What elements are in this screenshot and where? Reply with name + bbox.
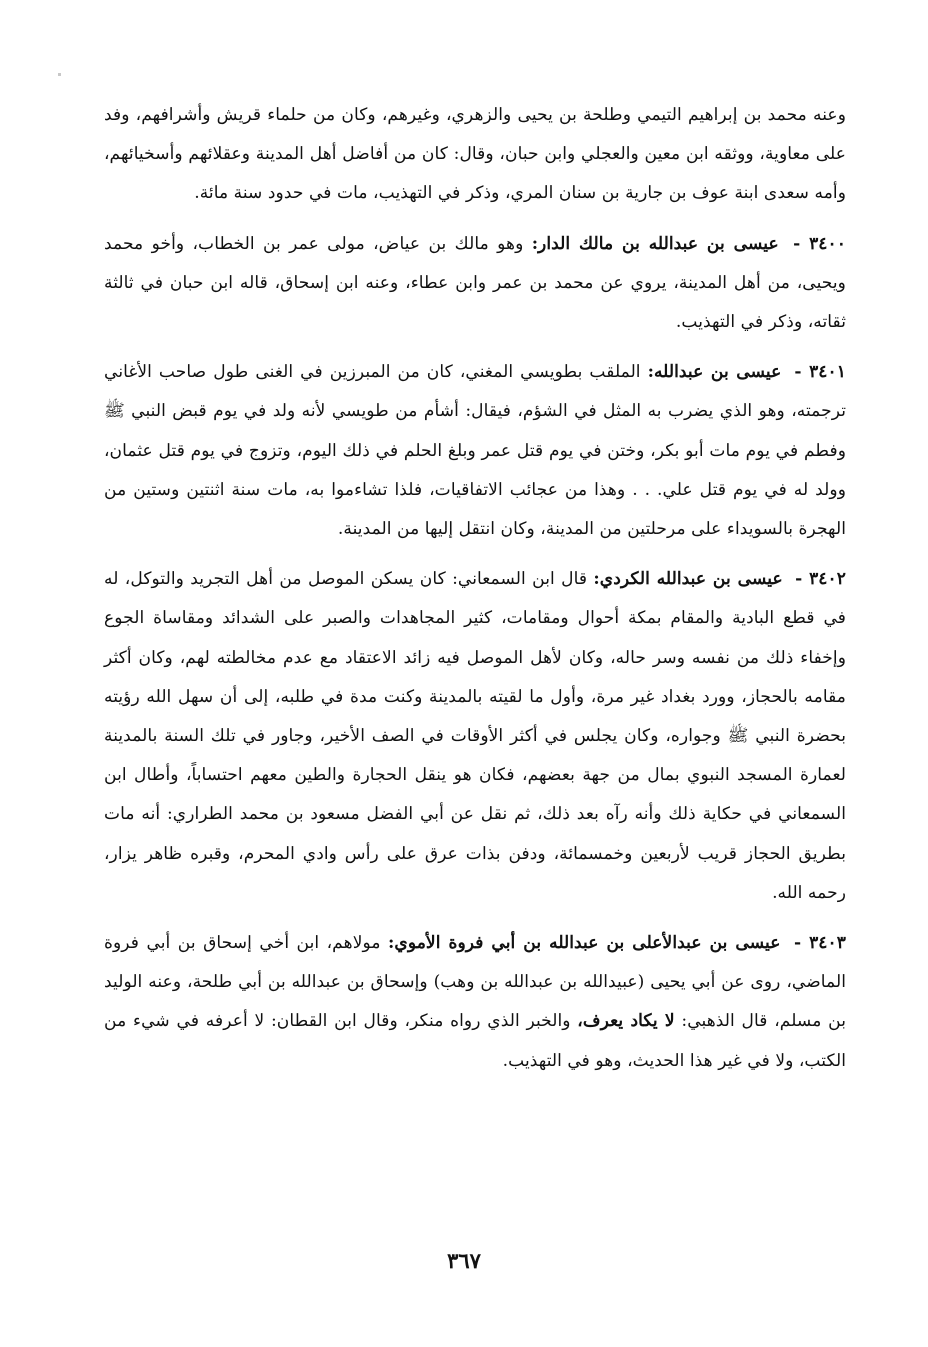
entry-number: ٣٤٠١ - [794,362,846,383]
entry-number: ٣٤٠٢ - [795,569,847,590]
page-number: ٣٦٧ [447,1248,481,1273]
entry-name: عيسى بن عبدالله: [647,362,782,383]
entry-3400 [104,225,846,343]
entry-text: الملقب بطويسي المغني، كان من المبرزين في الغنى طول صاحب الأغاني ترجمته، وهو الذي يضرب به المثل في الشؤم، فيقال: أشأم من طويسي لأنه ولد في يوم قبض النبي ﷺ وفطم في يوم مات أبو بكر، وختن في يوم قتل عمر وبلغ الحلم في ذلك اليوم، وتزوج في يوم قتل عثمان، وولد له في يوم قتل علي. . . وهذا من عجائب الاتفاقيات، فلذا تشاءموا به، مات سنة اثنتين وستين من الهجرة بالسويداء على مرحلتين من المدينة، وكان انتقل إليها من المدينة. [104,362,846,540]
paragraph-continuation [104,96,846,214]
entry-3401 [104,353,846,549]
entry-text: مولاهم، ابن أخي إسحاق بن أبي فروة الماضي، روى عن أبي يحيى (عبيدالله بن عبدالله بن وهب) وإسحاق بن عبدالله بن أبي طلحة، وعنه الوليد بن مسلم، قال الذهبي: [104,933,847,1032]
entry-text-after: والخبر الذي رواه منكر، وقال ابن القطان: لا أعرفه في شيء من الكتب، ولا في غير هذا الحديث، وهو في التهذيب. [104,1011,846,1071]
page-body [104,96,846,1092]
entry-name: عيسى بن عبدالأعلى بن عبدالله بن أبي فروة الأموي: [388,933,781,954]
paragraph-text: وعنه محمد بن إبراهيم التيمي وطلحة بن يحيى والزهري، وغيرهم، وكان من حلماء قريش وأشرافهم، وفد على معاوية، ووثقه ابن معين والعجلي وابن حبان، وقال: كان من أفاضل أهل المدينة وعقلائهم وأسخيائهم، وأمه سعدى ابنة عوف بن جارية بن سنان المري، وذكر في التهذيب، مات في حدود سنة مائة. [104,105,846,204]
entry-text: وهو مالك بن عياض، مولى عمر بن الخطاب، وأخو محمد ويحيى، من أهل المدينة، يروي عن محمد بن عمر وابن عطاء، وعنه ابن إسحاق، قاله ابن حبان في ثالثة ثقاته، وذكر في التهذيب. [104,233,846,333]
entry-number: ٣٤٠٠ - [793,233,846,254]
entry-3402 [104,560,846,913]
entry-name: عيسى بن عبدالله بن مالك الدار: [531,233,779,254]
scan-speck [58,73,61,76]
entry-bold-phrase: لا يكاد يعرف، [577,1011,675,1032]
entry-3403 [104,924,846,1081]
entry-text: قال ابن السمعاني: كان يسكن الموصل من أهل التجريد والتوكل، له في قطع البادية والمقام بمكة أحوال ومقامات، كثير المجاهدات والصبر على الشدائد ومقاساة الجوع وإخفاء ذلك من نفسه وسر حاله، وكان لأهل الموصل فيه زائد الاعتقاد مع عدم مخالطته لهم، وكان أكثر مقامه بالحجاز، وورد بغداد غير مرة، وأول ما لقيته بالمدينة وكنت مدة في طلبه، إلى أن سهل الله رؤيته بحضرة النبي ﷺ وجواره، وكان يجلس في أكثر الأوقات في الصف الأخير، وجاور في تلك السنة بالمدينة لعمارة المسجد النبوي بمال من جهة بعضهم، فكان هو ينقل الحجارة والطين معهم احتساباً، وأطال ابن السمعاني في حكاية ذلك وأنه رآه بعد ذلك، ثم نقل عن أبي الفضل مسعود بن محمد الطراري: أنه مات بطريق الحجاز قريب لأربعين وخمسمائة، ودفن بذات عرق على رأس وادي المحرم، وقبره ظاهر يزار، رحمه الله. [104,569,846,903]
entry-number: ٣٤٠٣ - [793,933,846,954]
entry-name: عيسى بن عبدالله الكردي: [593,569,783,590]
